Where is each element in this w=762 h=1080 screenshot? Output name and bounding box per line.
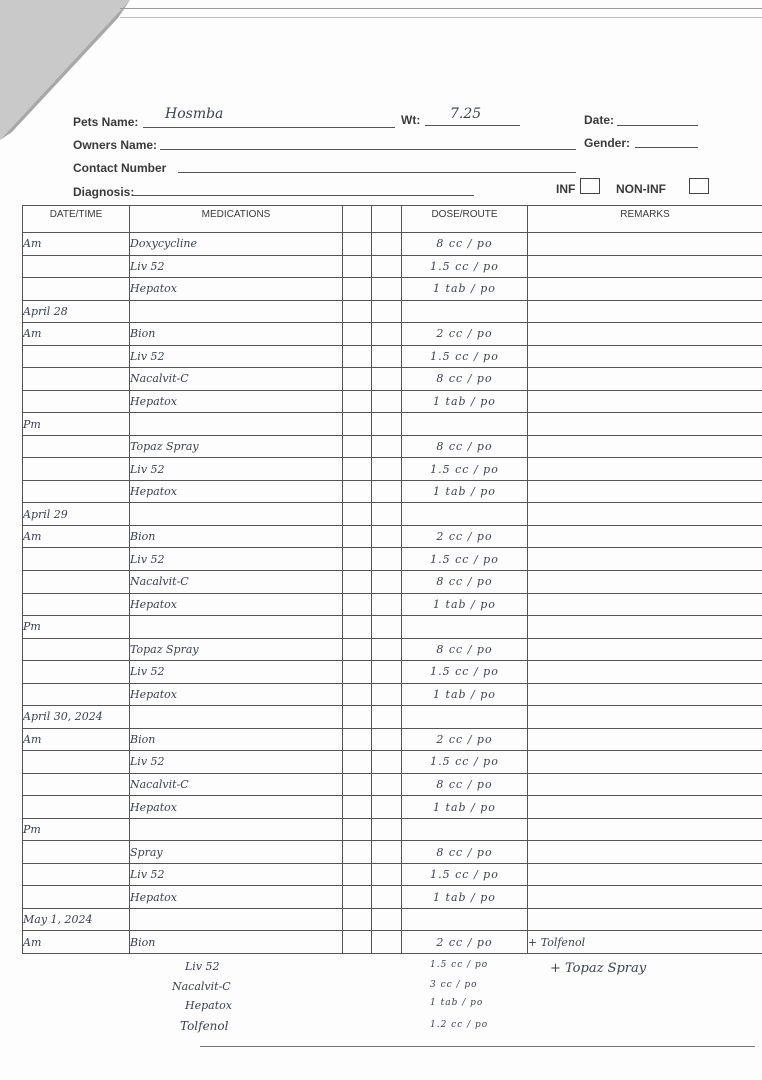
below-med-2: Nacalvit-C — [172, 980, 231, 993]
medication-cell: Nacalvit-C — [130, 570, 343, 593]
table-row — [23, 616, 762, 639]
blank-cell-1 — [343, 751, 372, 774]
datetime-cell — [23, 480, 130, 503]
table-row — [23, 255, 762, 278]
remarks-cell — [528, 300, 762, 323]
blank-cell-1 — [343, 278, 372, 301]
remarks-cell — [528, 458, 762, 481]
datetime-cell — [23, 368, 130, 391]
dose-route-cell: 1 tab / po — [402, 796, 528, 819]
blank-cell-1 — [343, 728, 372, 751]
dose-route-cell: 8 cc / po — [402, 841, 528, 864]
table-row — [23, 863, 762, 886]
datetime-cell: April 29 — [23, 503, 130, 526]
blank-cell-2 — [372, 345, 402, 368]
blank-cell-2 — [372, 323, 402, 346]
blank-cell-2 — [372, 435, 402, 458]
blank-cell-2 — [372, 593, 402, 616]
datetime-cell: April 28 — [23, 300, 130, 323]
remarks-cell — [528, 751, 762, 774]
datetime-cell — [23, 683, 130, 706]
dose-route-cell: 1 tab / po — [402, 683, 528, 706]
datetime-cell: Am — [23, 525, 130, 548]
remarks-cell — [528, 683, 762, 706]
remarks-cell — [528, 345, 762, 368]
dose-route-cell: 8 cc / po — [402, 435, 528, 458]
blank-cell-2 — [372, 886, 402, 909]
remarks-cell — [528, 323, 762, 346]
blank-cell-2 — [372, 773, 402, 796]
datetime-cell — [23, 751, 130, 774]
datetime-cell: Am — [23, 233, 130, 256]
blank-cell-2 — [372, 525, 402, 548]
page-bottom-line — [200, 1046, 755, 1047]
table-row — [23, 661, 762, 684]
medication-cell — [130, 300, 343, 323]
blank-cell-1 — [343, 616, 372, 639]
below-med-3: Hepatox — [185, 999, 232, 1012]
table-row — [23, 413, 762, 436]
dose-route-cell — [402, 908, 528, 931]
medication-cell: Hepatox — [130, 683, 343, 706]
datetime-cell — [23, 458, 130, 481]
dose-route-cell: 8 cc / po — [402, 773, 528, 796]
pets-name-label: Pets Name: — [73, 115, 139, 129]
remarks-cell — [528, 818, 762, 841]
datetime-cell: Am — [23, 931, 130, 954]
dose-route-cell: 1.5 cc / po — [402, 255, 528, 278]
below-med-4: Tolfenol — [180, 1019, 229, 1033]
remarks-cell — [528, 570, 762, 593]
dose-route-cell: 8 cc / po — [402, 233, 528, 256]
remarks-cell — [528, 503, 762, 526]
table-row — [23, 480, 762, 503]
dose-route-cell: 1.5 cc / po — [402, 548, 528, 571]
blank-cell-1 — [343, 300, 372, 323]
blank-cell-1 — [343, 345, 372, 368]
blank-cell-2 — [372, 728, 402, 751]
remarks-cell — [528, 390, 762, 413]
remarks-cell — [528, 773, 762, 796]
remarks-cell — [528, 413, 762, 436]
blank-cell-1 — [343, 390, 372, 413]
datetime-cell — [23, 886, 130, 909]
datetime-cell — [23, 390, 130, 413]
datetime-cell — [23, 773, 130, 796]
table-row — [23, 908, 762, 931]
datetime-cell — [23, 278, 130, 301]
medication-cell: Bion — [130, 323, 343, 346]
blank-cell-2 — [372, 480, 402, 503]
table-row — [23, 525, 762, 548]
owners-name-label: Owners Name: — [73, 138, 158, 152]
blank-cell-2 — [372, 638, 402, 661]
datetime-cell — [23, 548, 130, 571]
blank-cell-2 — [372, 751, 402, 774]
datetime-cell — [23, 255, 130, 278]
datetime-cell — [23, 593, 130, 616]
blank-header-2 — [372, 206, 402, 233]
table-row — [23, 458, 762, 481]
remarks-cell — [528, 706, 762, 729]
below-dose-2: 3 cc / po — [430, 980, 478, 990]
below-med-1: Liv 52 — [185, 960, 220, 973]
blank-cell-2 — [372, 616, 402, 639]
blank-cell-2 — [372, 661, 402, 684]
medication-cell: Hepatox — [130, 886, 343, 909]
dose-route-cell: 8 cc / po — [402, 638, 528, 661]
table-row — [23, 278, 762, 301]
below-dose-1: 1.5 cc / po — [430, 960, 489, 970]
blank-cell-2 — [372, 818, 402, 841]
blank-header-1 — [343, 206, 372, 233]
table-row — [23, 593, 762, 616]
remarks-cell — [528, 661, 762, 684]
dose-route-cell: 2 cc / po — [402, 323, 528, 346]
table-row — [23, 841, 762, 864]
remarks-cell — [528, 796, 762, 819]
datetime-cell: Pm — [23, 818, 130, 841]
diagnosis-line — [133, 195, 474, 196]
blank-cell-1 — [343, 548, 372, 571]
blank-cell-2 — [372, 683, 402, 706]
table-row — [23, 390, 762, 413]
dose-route-header: DOSE/ROUTE — [402, 206, 528, 233]
table-row — [23, 818, 762, 841]
blank-cell-2 — [372, 503, 402, 526]
table-row — [23, 886, 762, 909]
table-row — [23, 638, 762, 661]
datetime-cell — [23, 570, 130, 593]
blank-cell-1 — [343, 818, 372, 841]
remarks-cell — [528, 638, 762, 661]
blank-cell-1 — [343, 886, 372, 909]
blank-cell-1 — [343, 255, 372, 278]
table-row — [23, 773, 762, 796]
blank-cell-1 — [343, 323, 372, 346]
remarks-cell — [528, 841, 762, 864]
table-row — [23, 323, 762, 346]
dose-route-cell — [402, 300, 528, 323]
dose-route-cell: 1 tab / po — [402, 593, 528, 616]
datetime-cell — [23, 841, 130, 864]
remarks-cell — [528, 368, 762, 391]
blank-cell-1 — [343, 773, 372, 796]
datetime-cell — [23, 638, 130, 661]
datetime-cell: May 1, 2024 — [23, 908, 130, 931]
blank-cell-1 — [343, 863, 372, 886]
medication-cell — [130, 818, 343, 841]
medication-cell: Bion — [130, 931, 343, 954]
blank-cell-1 — [343, 570, 372, 593]
blank-cell-1 — [343, 458, 372, 481]
table-body — [23, 233, 762, 954]
contact-number-line — [178, 172, 576, 173]
wt-value: 7.25 — [450, 106, 482, 122]
dose-route-cell: 1.5 cc / po — [402, 863, 528, 886]
medication-cell: Bion — [130, 728, 343, 751]
datetime-cell: Am — [23, 728, 130, 751]
medication-cell: Liv 52 — [130, 863, 343, 886]
medication-cell: Liv 52 — [130, 458, 343, 481]
remarks-cell — [528, 593, 762, 616]
blank-cell-2 — [372, 841, 402, 864]
medications-header: MEDICATIONS — [130, 206, 343, 233]
remarks-cell — [528, 728, 762, 751]
medication-table — [22, 205, 762, 954]
blank-cell-2 — [372, 233, 402, 256]
table-row — [23, 233, 762, 256]
datetime-cell — [23, 345, 130, 368]
medication-cell — [130, 616, 343, 639]
remarks-cell — [528, 255, 762, 278]
medication-cell: Doxycycline — [130, 233, 343, 256]
inf-label: INF — [556, 182, 576, 196]
table-row — [23, 706, 762, 729]
medication-cell: Liv 52 — [130, 255, 343, 278]
blank-cell-2 — [372, 255, 402, 278]
blank-cell-2 — [372, 390, 402, 413]
medication-cell: Liv 52 — [130, 751, 343, 774]
remarks-cell — [528, 616, 762, 639]
blank-cell-1 — [343, 931, 372, 954]
blank-cell-1 — [343, 435, 372, 458]
remarks-header: REMARKS — [528, 206, 762, 233]
dose-route-cell: 1 tab / po — [402, 886, 528, 909]
blank-cell-1 — [343, 233, 372, 256]
blank-cell-1 — [343, 661, 372, 684]
remarks-cell — [528, 480, 762, 503]
blank-cell-1 — [343, 841, 372, 864]
blank-cell-1 — [343, 706, 372, 729]
inf-checkbox[interactable] — [580, 178, 600, 194]
remarks-cell — [528, 233, 762, 256]
blank-cell-1 — [343, 908, 372, 931]
date-line — [617, 125, 698, 126]
medication-cell: Hepatox — [130, 390, 343, 413]
table-row — [23, 570, 762, 593]
medication-cell: Liv 52 — [130, 345, 343, 368]
datetime-cell — [23, 796, 130, 819]
datetime-cell — [23, 435, 130, 458]
datetime-header: DATE/TIME — [23, 206, 130, 233]
medication-cell — [130, 413, 343, 436]
below-dose-4: 1.2 cc / po — [430, 1020, 489, 1030]
datetime-cell — [23, 661, 130, 684]
blank-cell-1 — [343, 638, 372, 661]
blank-cell-2 — [372, 300, 402, 323]
blank-cell-2 — [372, 908, 402, 931]
blank-cell-1 — [343, 480, 372, 503]
remarks-cell: + Tolfenol — [528, 931, 762, 954]
remarks-cell — [528, 525, 762, 548]
blank-cell-2 — [372, 368, 402, 391]
blank-cell-2 — [372, 863, 402, 886]
medication-cell: Hepatox — [130, 593, 343, 616]
blank-cell-2 — [372, 278, 402, 301]
dose-route-cell: 2 cc / po — [402, 728, 528, 751]
medication-cell: Nacalvit-C — [130, 368, 343, 391]
owners-name-line — [160, 149, 576, 150]
dose-route-cell: 1.5 cc / po — [402, 661, 528, 684]
dose-route-cell: 1.5 cc / po — [402, 751, 528, 774]
dose-route-cell: 8 cc / po — [402, 570, 528, 593]
pets-name-line — [143, 127, 395, 128]
table-row — [23, 503, 762, 526]
blank-cell-1 — [343, 593, 372, 616]
medication-cell: Topaz Spray — [130, 638, 343, 661]
table-row — [23, 435, 762, 458]
medication-cell: Spray — [130, 841, 343, 864]
remarks-cell — [528, 908, 762, 931]
table-row — [23, 751, 762, 774]
below-remark: + Topaz Spray — [550, 961, 647, 976]
below-dose-3: 1 tab / po — [430, 998, 484, 1008]
remarks-cell — [528, 886, 762, 909]
blank-cell-1 — [343, 525, 372, 548]
medication-cell — [130, 503, 343, 526]
blank-cell-2 — [372, 706, 402, 729]
dose-route-cell: 8 cc / po — [402, 368, 528, 391]
blank-cell-2 — [372, 796, 402, 819]
medication-cell: Liv 52 — [130, 661, 343, 684]
dose-route-cell: 1.5 cc / po — [402, 345, 528, 368]
datetime-cell: Am — [23, 323, 130, 346]
table-row — [23, 300, 762, 323]
datetime-cell: April 30, 2024 — [23, 706, 130, 729]
table-row — [23, 548, 762, 571]
wt-label: Wt: — [401, 113, 421, 127]
gender-line — [635, 147, 698, 148]
dose-route-cell: 1 tab / po — [402, 278, 528, 301]
blank-cell-2 — [372, 413, 402, 436]
dose-route-cell — [402, 616, 528, 639]
medication-cell: Topaz Spray — [130, 435, 343, 458]
table-row — [23, 683, 762, 706]
blank-cell-1 — [343, 796, 372, 819]
datetime-cell: Pm — [23, 616, 130, 639]
dose-route-cell: 2 cc / po — [402, 931, 528, 954]
blank-cell-2 — [372, 548, 402, 571]
table-header-row — [23, 206, 762, 233]
gender-label: Gender: — [584, 136, 631, 150]
blank-cell-1 — [343, 413, 372, 436]
datetime-cell: Pm — [23, 413, 130, 436]
dose-route-cell — [402, 706, 528, 729]
blank-cell-1 — [343, 503, 372, 526]
table-row — [23, 345, 762, 368]
diagnosis-label: Diagnosis: — [73, 185, 135, 199]
medication-cell: Hepatox — [130, 796, 343, 819]
page-edge-line — [120, 8, 762, 18]
dose-route-cell — [402, 503, 528, 526]
date-label: Date: — [584, 113, 615, 127]
datetime-cell — [23, 863, 130, 886]
table-row — [23, 796, 762, 819]
remarks-cell — [528, 278, 762, 301]
medication-cell — [130, 706, 343, 729]
table-row — [23, 931, 762, 954]
blank-cell-2 — [372, 931, 402, 954]
blank-cell-2 — [372, 458, 402, 481]
medication-cell: Hepatox — [130, 278, 343, 301]
non-inf-checkbox[interactable] — [689, 178, 709, 194]
medication-cell: Bion — [130, 525, 343, 548]
blank-cell-1 — [343, 368, 372, 391]
contact-number-label: Contact Number — [73, 161, 167, 175]
remarks-cell — [528, 548, 762, 571]
dose-route-cell: 1.5 cc / po — [402, 458, 528, 481]
medication-cell — [130, 908, 343, 931]
pets-name-value: Hosmba — [165, 106, 224, 122]
dose-route-cell — [402, 413, 528, 436]
dose-route-cell: 2 cc / po — [402, 525, 528, 548]
non-inf-label: NON-INF — [616, 182, 666, 196]
medication-cell: Liv 52 — [130, 548, 343, 571]
wt-line — [425, 125, 520, 126]
table-row — [23, 728, 762, 751]
remarks-cell — [528, 435, 762, 458]
dose-route-cell: 1 tab / po — [402, 390, 528, 413]
table-row — [23, 368, 762, 391]
dose-route-cell: 1 tab / po — [402, 480, 528, 503]
medication-cell: Nacalvit-C — [130, 773, 343, 796]
blank-cell-1 — [343, 683, 372, 706]
dose-route-cell — [402, 818, 528, 841]
remarks-cell — [528, 863, 762, 886]
blank-cell-2 — [372, 570, 402, 593]
medication-cell: Hepatox — [130, 480, 343, 503]
